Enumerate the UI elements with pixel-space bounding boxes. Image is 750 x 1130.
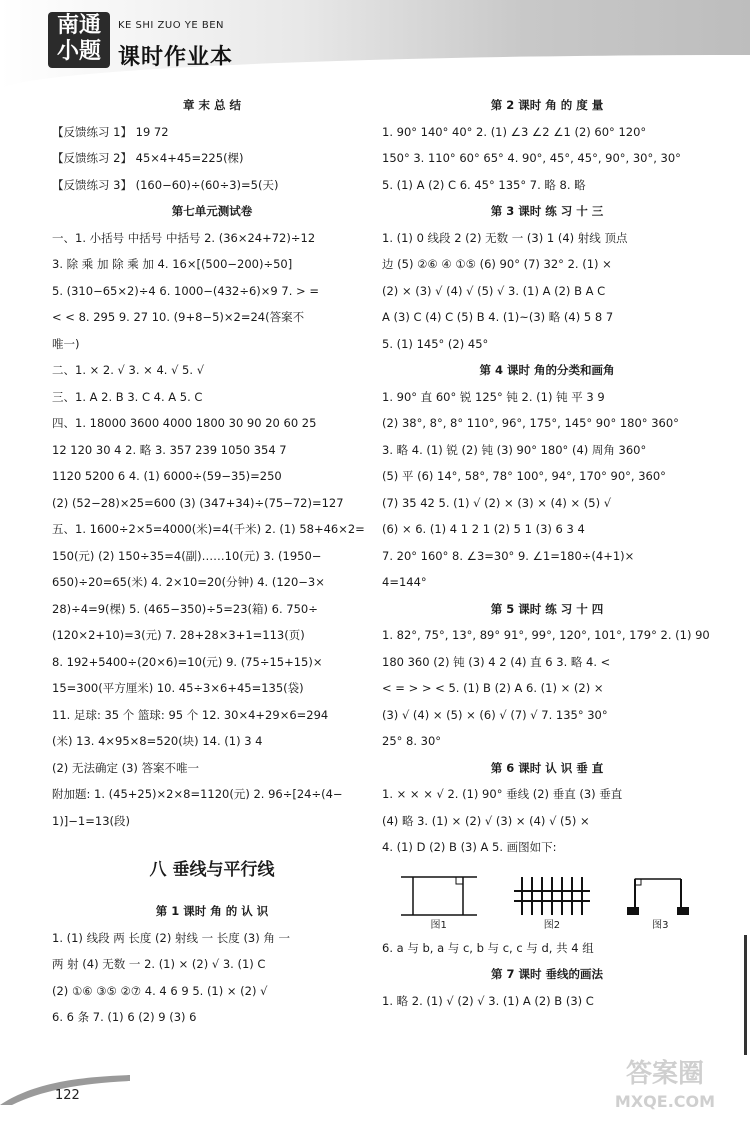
page-number: 122 [55,1088,80,1103]
figure-2-drawing [512,873,592,919]
answer-line: 4=144° [382,575,427,589]
answer-line: 附加题: 1. (45+25)×2×8=1120(元) 2. 96÷[24÷(4− [52,787,343,801]
answer-line: (6) × 6. (1) 4 1 2 1 (2) 5 1 (3) 6 3 4 [382,522,585,536]
lesson5-lines [382,622,712,755]
answer-line: 3. 除 乘 加 除 乘 加 4. 16×[(500−200)÷50] [52,257,293,271]
answer-line: 15=300(平方厘米) 10. 45÷3×6+45=135(袋) [52,681,304,695]
figure-1 [399,873,479,933]
watermark-bottom-text: MXQE.COM [614,1092,716,1111]
answer-line: 【反馈练习 2】 45×4+45=225(棵) [52,151,244,165]
lesson4-title: 第 4 课时 角的分类和画角 [479,363,615,377]
answer-line: 1. 82°, 75°, 13°, 89° 91°, 99°, 120°, 101°, 179° 2. (1) 90 [382,628,710,642]
lesson3-lines [382,225,712,358]
left-column [52,92,372,1031]
answer-line: (120×2+10)=3(元) 7. 28+28×3+1=113(页) [52,628,305,642]
section-title-chapter-summary: 章 末 总 结 [182,98,241,112]
answer-line: 1. 略 2. (1) √ (2) √ 3. (1) A (2) B (3) C [382,993,594,1008]
lesson5-title: 第 5 课时 练 习 十 四 [490,601,604,616]
lesson6-lines [382,781,712,861]
answer-line: 唯一) [52,336,80,351]
answer-line: (2) (52−28)×25=600 (3) (347+34)÷(75−72)=127 [52,495,344,510]
answer-line: 150° 3. 110° 60° 65° 4. 90°, 45°, 45°, 90°, 30°, 30° [382,151,681,165]
watermark-top-text: 答案圈 [625,1059,704,1089]
answer-line: 四、1. 18000 3600 4000 1800 30 90 20 60 25 [52,416,317,430]
answer-line: 两 射 (4) 无数 一 2. (1) × (2) √ 3. (1) C [52,957,266,971]
lesson6-title: 第 6 课时 认 识 垂 直 [490,760,604,775]
unit7-test-lines [52,225,372,835]
figure-1-drawing [399,873,479,919]
answer-line: 5. (1) 145° (2) 45° [382,336,489,351]
answer-line: (4) 略 3. (1) × (2) √ (3) × (4) √ (5) × [382,813,590,828]
answer-line: 二、1. × 2. √ 3. × 4. √ 5. √ [52,363,205,377]
answer-line: 1120 5200 6 4. (1) 6000÷(59−35)=250 [52,469,282,483]
answer-line: 650)÷20=65(米) 4. 2×10=20(分钟) 4. (120−3× [52,575,325,589]
answer-line: A (3) C (4) C (5) B 4. (1)~(3) 略 (4) 5 8 7 [382,310,614,324]
answer-line: 28)÷4=9(棵) 5. (465−350)÷5=23(箱) 6. 750÷ [52,601,318,616]
answer-line: 1. 90° 140° 40° 2. (1) ∠3 ∠2 ∠1 (2) 60° 120° [382,124,647,139]
answer-line: (2) 38°, 8°, 8° 110°, 96°, 175°, 145° 90° 180° 360° [382,416,679,430]
brand-logo [48,12,110,68]
answer-line: 180 360 (2) 钝 (3) 4 2 (4) 直 6 3. 略 4. < [382,654,611,669]
answer-line: 【反馈练习 1】 19 72 [52,124,169,139]
lesson2-lines [382,119,712,199]
watermark [600,1060,730,1120]
lesson3-title: 第 3 课时 练 习 十 三 [490,204,604,218]
answer-line: 150(元) (2) 150÷35=4(副)……10(元) 3. (1950− [52,548,322,563]
answer-line: 五、1. 1600÷2×5=4000(米)=4(千米) 2. (1) 58+46×2= [52,522,365,536]
answer-line: 1. 90° 直 60° 锐 125° 钝 2. (1) 钝 平 3 9 [382,389,605,404]
brand-title: 课时作业本 [118,45,234,70]
answer-line: (3) √ (4) × (5) × (6) √ (7) √ 7. 135° 30° [382,707,608,722]
logo-bottom-text: 小题 [56,38,101,64]
right-column [382,92,712,1014]
lesson6-after-line: 6. a 与 b, a 与 c, b 与 c, c 与 d, 共 4 组 [382,940,594,955]
figure-2 [512,873,592,933]
answer-line: (5) 平 (6) 14°, 58°, 78° 100°, 94°, 170° 90°, 360° [382,469,666,483]
answer-line: 4. (1) D (2) B (3) A 5. 画图如下: [382,840,557,854]
answer-line: (米) 13. 4×95×8=520(块) 14. (1) 3 4 [52,734,263,748]
answer-line: (2) 无法确定 (3) 答案不唯一 [52,760,200,775]
lesson7-lines [382,988,712,1015]
answer-line: 11. 足球: 35 个 篮球: 95 个 12. 30×4+29×6=294 [52,707,329,722]
answer-line: 边 (5) ②⑥ ④ ①⑤ (6) 90° (7) 32° 2. (1) × [382,257,612,271]
logo-top-text: 南通 [56,12,101,38]
answer-line: 1. (1) 线段 两 长度 (2) 射线 一 长度 (3) 角 一 [52,930,291,945]
lesson4-lines [382,384,712,596]
brand-subtitle: KE SHI ZUO YE BEN [118,20,225,31]
answer-line: < = > > < 5. (1) B (2) A 6. (1) × (2) × [382,681,604,695]
answer-line: 1. × × × √ 2. (1) 90° 垂线 (2) 垂直 (3) 垂直 [382,787,623,801]
answer-line: 一、1. 小括号 中括号 中括号 2. (36×24+72)÷12 [52,230,316,245]
answer-line: 1. (1) 0 线段 2 (2) 无数 一 (3) 1 (4) 射线 顶点 [382,230,628,245]
answer-line: 25° 8. 30° [382,734,442,748]
answer-line: 三、1. A 2. B 3. C 4. A 5. C [52,389,203,404]
lesson7-title: 第 7 课时 垂线的画法 [490,967,603,981]
figure-3 [625,873,695,933]
answer-line: 1)]−1=13(段) [52,813,130,828]
answer-line: (2) × (3) √ (4) √ (5) √ 3. (1) A (2) B A C [382,283,606,298]
answer-line: (2) ①⑥ ③⑤ ②⑦ 4. 4 6 9 5. (1) × (2) √ [52,983,268,998]
answer-line: 6. 6 条 7. (1) 6 (2) 9 (3) 6 [52,1010,197,1024]
answer-line: 3. 略 4. (1) 锐 (2) 钝 (3) 90° 180° (4) 周角 360° [382,442,647,457]
answer-line: (7) 35 42 5. (1) √ (2) × (3) × (4) × (5) √ [382,495,612,510]
lesson2-title: 第 2 课时 角 的 度 量 [490,98,604,112]
answer-line: < < 8. 295 9. 27 10. (9+8−5)×2=24(答案不 [52,310,305,324]
figure-row [382,863,712,933]
figure-2-caption: 图2 [543,919,561,931]
answer-line: 【反馈练习 3】 (160−60)÷(60÷3)=5(天) [52,177,279,192]
answer-line: 7. 20° 160° 8. ∠3=30° 9. ∠1=180÷(4+1)× [382,548,635,563]
lesson1-title: 第 1 课时 角 的 认 识 [155,904,269,918]
figure-3-drawing [625,873,695,919]
answer-line: 8. 192+5400÷(20×6)=10(元) 9. (75÷15+15)× [52,654,323,669]
lesson1-lines [52,925,372,1031]
unit-title: 八 垂线与平行线 [149,860,275,880]
chapter-summary-lines [52,119,372,199]
page-edge-bar [744,935,747,1055]
section-title-unit7-test: 第七单元测试卷 [171,204,253,218]
answer-line: 12 120 30 4 2. 略 3. 357 239 1050 354 7 [52,442,287,457]
answer-line: 5. (1) A (2) C 6. 45° 135° 7. 略 8. 略 [382,177,586,192]
answer-line: 5. (310−65×2)÷4 6. 1000−(432÷6)×9 7. > = [52,283,319,298]
figure-1-caption: 图1 [430,919,447,931]
figure-3-caption: 图3 [652,919,669,931]
